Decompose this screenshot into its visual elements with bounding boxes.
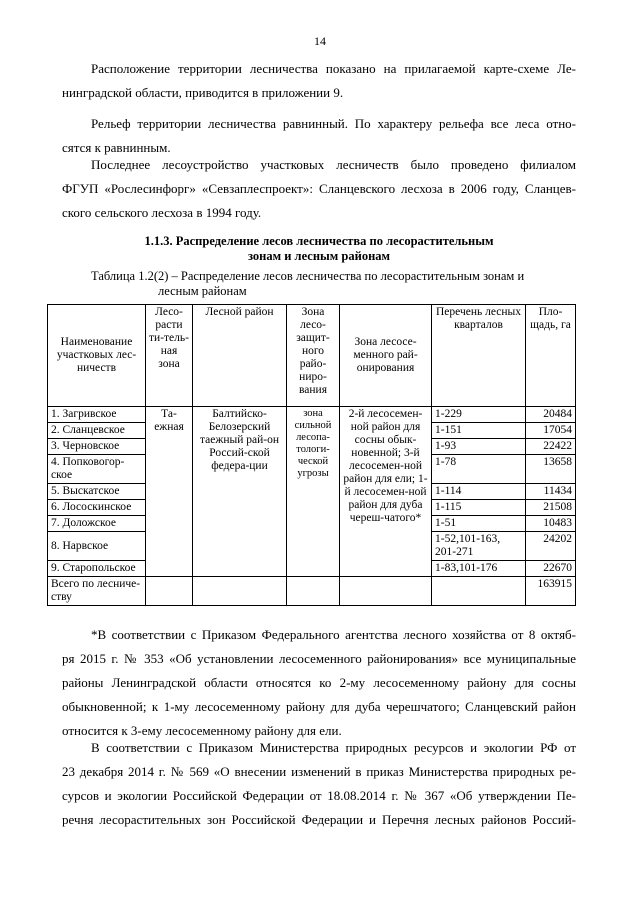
row-quarters: 1-93	[432, 439, 526, 455]
text-line: сурсов и экологии Российской Федерации от 18.08.2014 г. № 367 «Об утверждении Пе-	[62, 788, 576, 803]
page-number: 14	[314, 34, 326, 48]
row-area: 24202	[526, 532, 576, 561]
empty-cell	[340, 577, 432, 606]
heading-line: 1.1.3. Распределение лесов лесничества по лесорастительным	[144, 234, 494, 248]
row-quarters: 1-114	[432, 484, 526, 500]
row-name: 9. Старопольское	[48, 561, 146, 577]
row-quarters: 1-115	[432, 500, 526, 516]
row-area: 22670	[526, 561, 576, 577]
heading-line: зонам и лесным районам	[247, 249, 391, 263]
caption-line: лесным районам	[158, 284, 247, 298]
row-area: 11434	[526, 484, 576, 500]
row-area: 17054	[526, 423, 576, 439]
empty-cell	[432, 577, 526, 606]
row-quarters: 1-51	[432, 516, 526, 532]
row-area: 13658	[526, 455, 576, 484]
row-name: 1. Загривское	[48, 407, 146, 423]
total-label: Всего по лесниче-ству	[48, 577, 146, 606]
header-area: Пло-щадь, га	[526, 305, 576, 407]
row-name: 3. Черновское	[48, 439, 146, 455]
header-protection-zone: Зона лесо-защит-ного райо-ниро-вания	[287, 305, 340, 407]
empty-cell	[287, 577, 340, 606]
merged-seed-zone: 2-й лесосемен-ной район для сосны обык-новенной; 3-й лесосемен-ной район для ели; 1-й лесосемен-ной район для дуба череш-чатого*	[340, 407, 432, 577]
row-area: 22422	[526, 439, 576, 455]
text-line: Расположение территории лесничества показано на прилагаемой карте-схеме Ле-	[91, 61, 576, 76]
text-line: ФГУП «Рослесинфорг» «Севзаплеспроект»: Сланцевского лесхоза в 2006 году, Сланцев-	[62, 181, 576, 196]
row-area: 10483	[526, 516, 576, 532]
row-quarters: 1-229	[432, 407, 526, 423]
text-line: относится к 3-ему лесосеменному району для ели.	[62, 723, 342, 738]
table-caption	[62, 269, 576, 299]
merged-forest-region: Балтийско-Белозерский таежный рай-он Россий-ской федера-ции	[193, 407, 287, 577]
text-line: речня лесорастительных зон Российской Федерации и Перечня лесных районов Россий-	[62, 812, 576, 827]
row-area: 20484	[526, 407, 576, 423]
row-quarters: 1-52,101-163, 201-271	[432, 532, 526, 561]
text-line: районы Ленинградской области относятся ко 2-му лесосеменному району для сосны	[62, 675, 576, 690]
text-line: В соответствии с Приказом Министерства природных ресурсов и экологии РФ от	[91, 740, 576, 755]
text-line: обыкновенной; к 1-му лесосеменному району для дуба черешчатого; Сланцевский район	[62, 699, 576, 714]
row-name: 4. Попковогор-ское	[48, 455, 146, 484]
row-quarters: 1-83,101-176	[432, 561, 526, 577]
header-seed-zone: Зона лесосе-менного рай-онирования	[340, 305, 432, 407]
row-name: 6. Лососкинское	[48, 500, 146, 516]
text-line: Последнее лесоустройство участковых лесничеств было проведено филиалом	[91, 157, 576, 172]
footnote	[62, 623, 576, 743]
text-line: 23 декабря 2014 г. № 569 «О внесении изменений в приказ Министерства природных ре-	[62, 764, 576, 779]
row-name: 5. Выскатское	[48, 484, 146, 500]
text-line: сятся к равнинным.	[62, 140, 171, 155]
row-name: 7. Доложское	[48, 516, 146, 532]
row-quarters: 1-78	[432, 455, 526, 484]
paragraph-order	[62, 736, 576, 832]
row-name: 2. Сланцевское	[48, 423, 146, 439]
empty-cell	[193, 577, 287, 606]
empty-cell	[146, 577, 193, 606]
paragraph-inventory	[62, 153, 576, 225]
header-name: Наименование участковых лес-ничеств	[48, 305, 146, 407]
merged-protection-zone: зона сильной лесопа-тологи-ческой угрозы	[287, 407, 340, 577]
text-line: ря 2015 г. № 353 «Об установлении лесосеменного районирования» все муниципальные	[62, 651, 576, 666]
caption-line: Таблица 1.2(2) – Распределение лесов лесничества по лесорастительным зонам и	[91, 269, 525, 283]
paragraph-location	[62, 57, 576, 105]
row-name: 8. Нарвское	[48, 532, 146, 561]
text-line: ского сельского лесхоза в 1994 году.	[62, 205, 262, 220]
forest-distribution-table	[47, 304, 576, 606]
row-quarters: 1-151	[432, 423, 526, 439]
text-line: Рельеф территории лесничества равнинный. По характеру рельефа все леса отно-	[91, 116, 576, 131]
header-forest-region: Лесной район	[193, 305, 287, 407]
row-area: 21508	[526, 500, 576, 516]
total-area: 163915	[526, 577, 576, 606]
header-quarters: Перечень лесных кварталов	[432, 305, 526, 407]
merged-zone: Та-ежная	[146, 407, 193, 577]
text-line: *В соответствии с Приказом Федерального агентства лесного хозяйства от 8 октяб-	[91, 627, 576, 642]
text-line: нинградской области, приводится в приложении 9.	[62, 85, 344, 100]
section-heading	[62, 234, 576, 264]
header-zone: Лесо-расти ти-тель-ная зона	[146, 305, 193, 407]
